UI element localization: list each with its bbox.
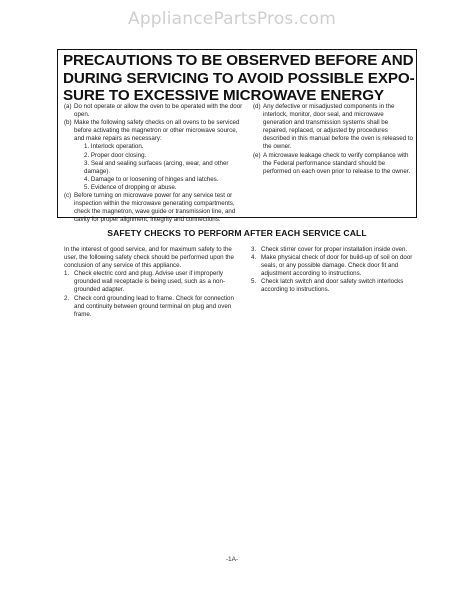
item-label: 2. [64, 294, 70, 302]
item-text: Before turning on microwave power for any service test or inspection within the microwave generating compartments, check the magnetron, wave guide or transmission line, and cavity for proper alignment, integrity and connections. [74, 192, 236, 224]
item-label: (c) [64, 192, 72, 200]
safety-checks-title: SAFETY CHECKS TO PERFORM AFTER EACH SERVICE CALL [107, 228, 367, 238]
precaution-item-e [253, 152, 413, 176]
safety-right-column [251, 246, 416, 295]
watermark-text: AppliancePartsPros.com [127, 9, 336, 29]
precaution-item-a [64, 103, 249, 119]
safety-left-column [64, 246, 244, 319]
item-text: Check electric cord and plug. Advise user if improperly grounded wall receptacle is being used, such as a non-grounded adapter. [74, 270, 226, 294]
sub-item: 1. Interlock operation. [84, 143, 144, 151]
item-text: Check stirrer cover for proper installation inside oven. [261, 246, 408, 253]
precaution-item-d [253, 103, 413, 152]
sub-item: 5. Evidence of dropping or abuse. [84, 183, 177, 191]
safety-item-5 [251, 278, 416, 294]
item-text: Any defective or misadjusted components in the interlock, monitor, door seal, and microwave generation and transmission systems shall be repaired, replaced, or adjusted by procedures described in this manual before the oven is released to the owner. [263, 103, 413, 151]
sub-item: 4. Damage to or loosening of hinges and latches. [84, 175, 219, 183]
item-text: Make physical check of door for build-up of soil on door seals, or any possible damage. Check door fit and adjustment according to instructions. [261, 254, 413, 278]
safety-intro: In the interest of good service, and for maximum safety to the user, the following safety check should be performed upon the conclusion of any service of this appliance. [64, 246, 234, 270]
item-label: (e) [253, 151, 261, 159]
item-text: A microwave leakage check to verify compliance with the Federal performance standard should be performed on each oven prior to release to the owner. [263, 151, 411, 175]
precaution-item-b [64, 119, 249, 192]
item-label: 4. [251, 254, 257, 262]
safety-item-1 [64, 270, 244, 294]
item-text: Check latch switch and door safety switch interlocks according to instructions. [261, 278, 404, 294]
safety-item-4 [251, 254, 416, 278]
precautions-right-column [253, 103, 413, 176]
item-label: 3. [251, 246, 257, 253]
item-label: 5. [251, 278, 257, 286]
item-label: (b) [64, 119, 72, 127]
item-text: Do not operate or allow the oven to be operated with the door open. [74, 103, 243, 119]
item-text: Check cord grounding lead to frame. Check for connection and continuity between ground terminal on plug and oven frame. [74, 294, 234, 318]
page-number: -1A- [225, 556, 239, 563]
safety-item-3 [251, 246, 416, 254]
precautions-left-column [64, 103, 249, 224]
item-label: (d) [253, 103, 261, 110]
sub-item: 3. Seal and sealing surfaces (arcing, wear, and other damage). [84, 159, 229, 175]
sub-item: 2. Proper door closing. [84, 151, 147, 159]
safety-item-2 [64, 295, 244, 319]
item-label: 1. [64, 270, 70, 278]
item-text: Make the following safety checks on all ovens to be serviced before activating the magnetron or other microwave source, and make repairs as necessary: [74, 119, 240, 143]
precautions-title: PRECAUTIONS TO BE OBSERVED BEFORE AND DURING SERVICING TO AVOID POSSIBLE EXPO- SURE TO EXCESSIVE MICROWAVE ENERGY [63, 52, 415, 104]
precaution-item-c [64, 192, 249, 224]
item-label: (a) [64, 103, 72, 110]
